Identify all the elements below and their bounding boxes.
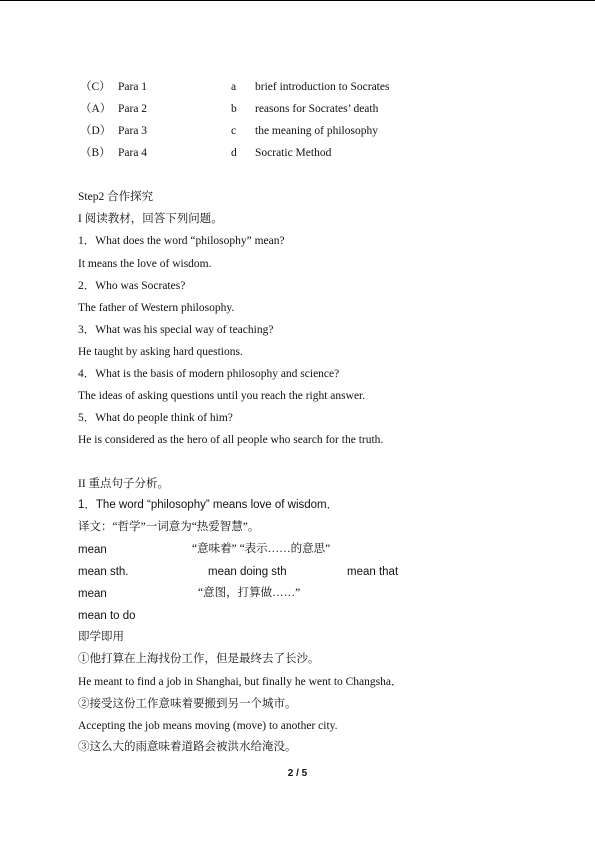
option-letter: d [231,147,237,159]
answer-letter: （D） [80,125,112,137]
answer: He taught by asking hard questions. [78,346,243,358]
option-desc: reasons for Socrates’ death [255,103,379,115]
vocab-phrase: mean to do [78,610,136,622]
exercise-english: He meant to find a job in Shanghai, but finally he went to Changsha． [78,676,403,688]
question: 5．What do people think of him? [78,412,233,424]
question: 1．What does the word “philosophy” mean? [78,235,285,247]
translation: 译文：“哲学”一词意为“热爱智慧”。 [78,521,260,533]
question: 3．What was his special way of teaching? [78,324,274,336]
option-letter: a [231,81,237,93]
vocab-phrase: mean sth. [78,566,129,578]
vocab-word: mean [78,544,107,556]
answer-letter: （C） [80,81,111,93]
exercise-chinese: ①他打算在上海找份工作，但是最终去了长沙。 [78,653,320,665]
vocab-phrase: mean doing sth [208,566,287,578]
answer: He is considered as the hero of all people who search for the truth. [78,434,384,446]
vocab-meaning: “意味着” “表示……的意思” [192,543,331,555]
section-title: II 重点句子分析。 [78,478,170,490]
question: 4．What is the basis of modern philosophy and science? [78,368,340,380]
practice-heading: 即学即用 [78,631,124,643]
option-desc: Socratic Method [255,147,332,159]
answer: The father of Western philosophy. [78,302,235,314]
vocab-phrase: mean that [347,566,399,578]
para-label: Para 1 [118,81,148,93]
vocab-word: mean [78,588,107,600]
option-desc: brief introduction to Socrates [255,81,390,93]
page-number: 2 / 5 [287,768,308,779]
top-border-line [0,0,595,1]
option-desc: the meaning of philosophy [255,125,378,137]
answer: It means the love of wisdom. [78,258,212,270]
exercise-chinese: ③这么大的雨意味着道路会被洪水给淹没。 [78,741,297,753]
option-letter: c [231,125,237,137]
key-sentence: 1．The word “philosophy” means love of wisdom． [78,499,339,511]
answer-letter: （B） [80,147,111,159]
exercise-chinese: ②接受这份工作意味着要搬到另一个城市。 [78,698,297,710]
exercise-english: Accepting the job means moving (move) to another city. [78,720,338,732]
answer: The ideas of asking questions until you reach the right answer. [78,390,366,402]
para-label: Para 3 [118,125,148,137]
answer-letter: （A） [80,103,112,115]
step-heading: Step2 合作探究 [78,191,154,203]
option-letter: b [231,103,237,115]
section-title: I 阅读教材，回答下列问题。 [78,213,223,225]
para-label: Para 4 [118,147,148,159]
para-label: Para 2 [118,103,148,115]
vocab-meaning: “意图，打算做……” [198,587,301,599]
question: 2．Who was Socrates? [78,280,186,292]
